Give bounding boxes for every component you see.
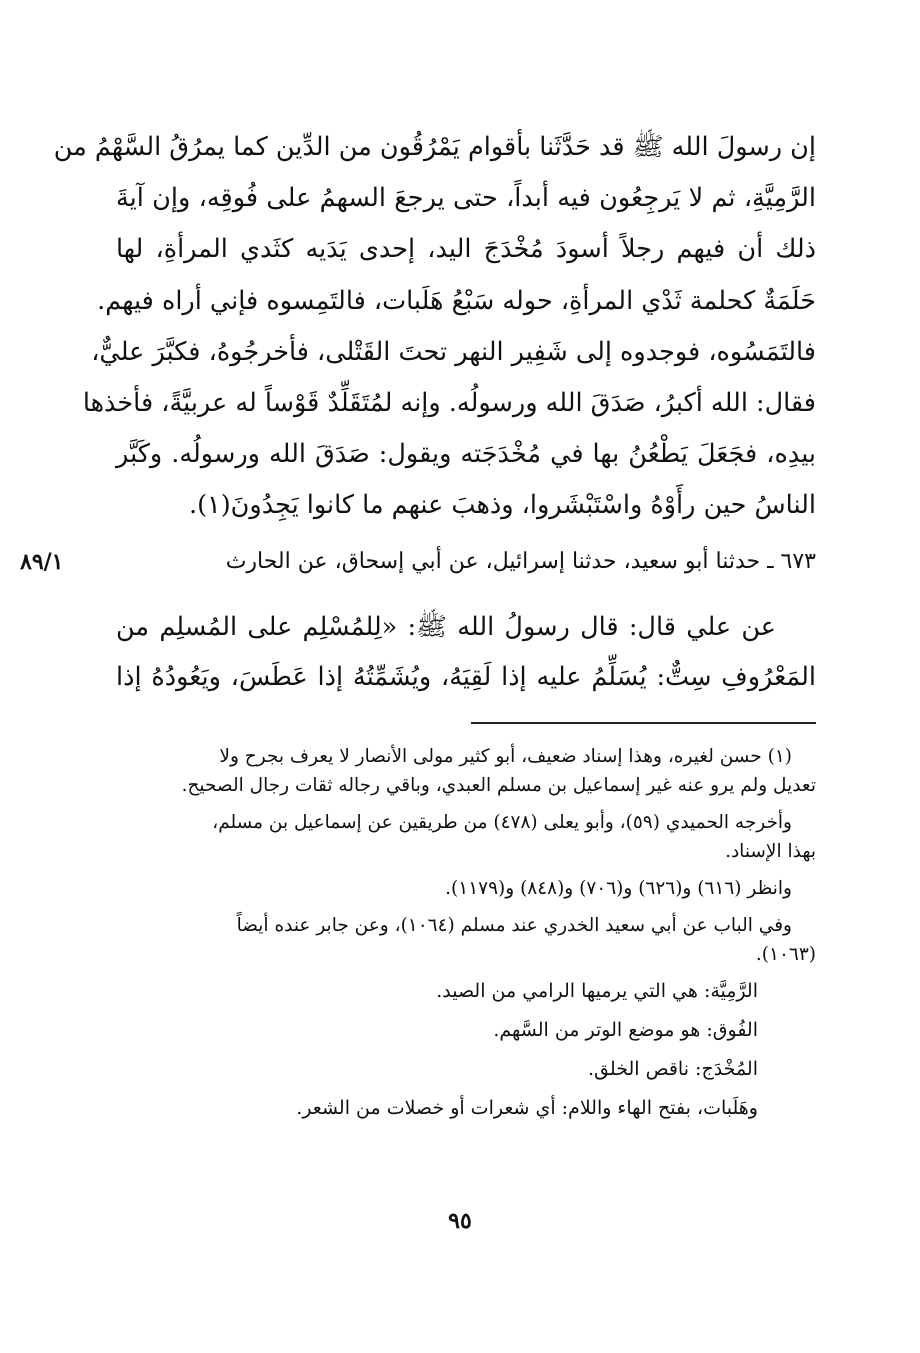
footnote-line: بهذا الإسناد.	[725, 841, 816, 862]
footnote-takhrij	[116, 808, 816, 866]
footnote-1	[116, 742, 816, 800]
footnotes-block	[116, 742, 816, 1133]
gloss-ramiyya: الرَّمِيَّة: هي التي يرميها الرامي من الصيد.	[436, 980, 758, 1002]
main-text-line: الناسُ حين رأَوْهُ واسْتَبْشَروا، وذهبَ عنهم ما كانوا يَجِدُونَ(١).	[188, 490, 816, 521]
hadith-header	[20, 542, 816, 582]
main-text-line: الرَّمِيَّةِ، ثم لا يَرجِعُون فيه أبداً، حتى يرجعَ السهمُ على فُوقِه، وإن آيةَ	[116, 183, 816, 214]
footnote-see-also	[116, 874, 816, 903]
footnote-line: وانظر (٦١٦) و(٦٢٦) و(٧٠٦) و(٨٤٨) و(١١٧٩).	[445, 878, 792, 899]
main-text-line: فالتَمَسُوه، فوجدوه إلى شَفِير النهر تحتَ القَتْلى، فأخرجُوهُ، فكبَّرَ عليٌّ،	[91, 336, 816, 367]
footnote-line: تعديل ولم يرو عنه غير إسماعيل بن مسلم العبدي، وباقي رجاله ثقات رجال الصحيح.	[181, 775, 816, 796]
page-number: ٩٥	[448, 1208, 472, 1234]
main-text-block	[53, 122, 816, 532]
gloss-fuq: الفُوق: هو موضع الوتر من السَّهم.	[493, 1019, 758, 1041]
hadith-reference: ٨٩/١	[20, 549, 64, 575]
main-text-line: حَلَمَةٌ كحلمة ثَدْي المرأةِ، حوله سَبْعُ هَلَبات، فالتَمِسوه فإني أراه فيهم.	[97, 285, 816, 316]
main-text-line: بيدِه، فجَعَلَ يَطْعُنُ بها في مُخْدَجَته ويقول: صَدَقَ الله ورسولُه. وكَبَّر	[116, 439, 816, 470]
hadith-body-line: عن علي قال: قال رسولُ الله ﷺ: «لِلمُسْلِم على المُسلِم من	[116, 612, 776, 642]
footnote-line: (١٠٦٣).	[755, 944, 816, 965]
main-text-line: إن رسولَ الله ﷺ قد حَدَّثَنا بأقوام يَمْرُقُون من الدِّين كما يمرُقُ السَّهْمُ من	[53, 132, 816, 162]
footnote-bab	[116, 911, 816, 969]
footnote-separator	[471, 722, 816, 724]
hadith-isnad: ٦٧٣ ـ حدثنا أبو سعيد، حدثنا إسرائيل، عن أبي إسحاق، عن الحارث	[225, 549, 816, 574]
gloss-mukhdaj: المُخْدَج: ناقص الخلق.	[588, 1058, 758, 1080]
footnote-line: وأخرجه الحميدي (٥٩)، وأبو يعلى (٤٧٨) من طريقين عن إسماعيل بن مسلم،	[212, 812, 792, 833]
main-text-line: فقال: الله أكبرُ، صَدَقَ الله ورسولُه. وإنه لمُتَقَلِّدٌ قَوْساً له عربيَّةً، فأخذها	[82, 388, 816, 419]
footnote-line: (١) حسن لغيره، وهذا إسناد ضعيف، أبو كثير مولى الأنصار لا يعرف بجرح ولا	[219, 746, 792, 767]
hadith-body-line: المَعْرُوفِ سِتٌّ: يُسَلِّمُ عليه إذا لَقِيَهُ، ويُشَمِّتُهُ إذا عَطَسَ، ويَعُودُهُ إذا	[116, 662, 816, 692]
footnote-line: وفي الباب عن أبي سعيد الخدري عند مسلم (١٠٦٤)، وعن جابر عنده أيضاً	[236, 915, 792, 936]
hadith-body	[116, 602, 816, 702]
main-text-line: ذلك أن فيهم رجلاً أسودَ مُخْدَجَ اليد، إحدى يَدَيه كثَدي المرأةِ، لها	[116, 234, 816, 265]
gloss-halabat: وهَلَبات، بفتح الهاء واللام: أي شعرات أو خصلات من الشعر.	[296, 1097, 758, 1119]
